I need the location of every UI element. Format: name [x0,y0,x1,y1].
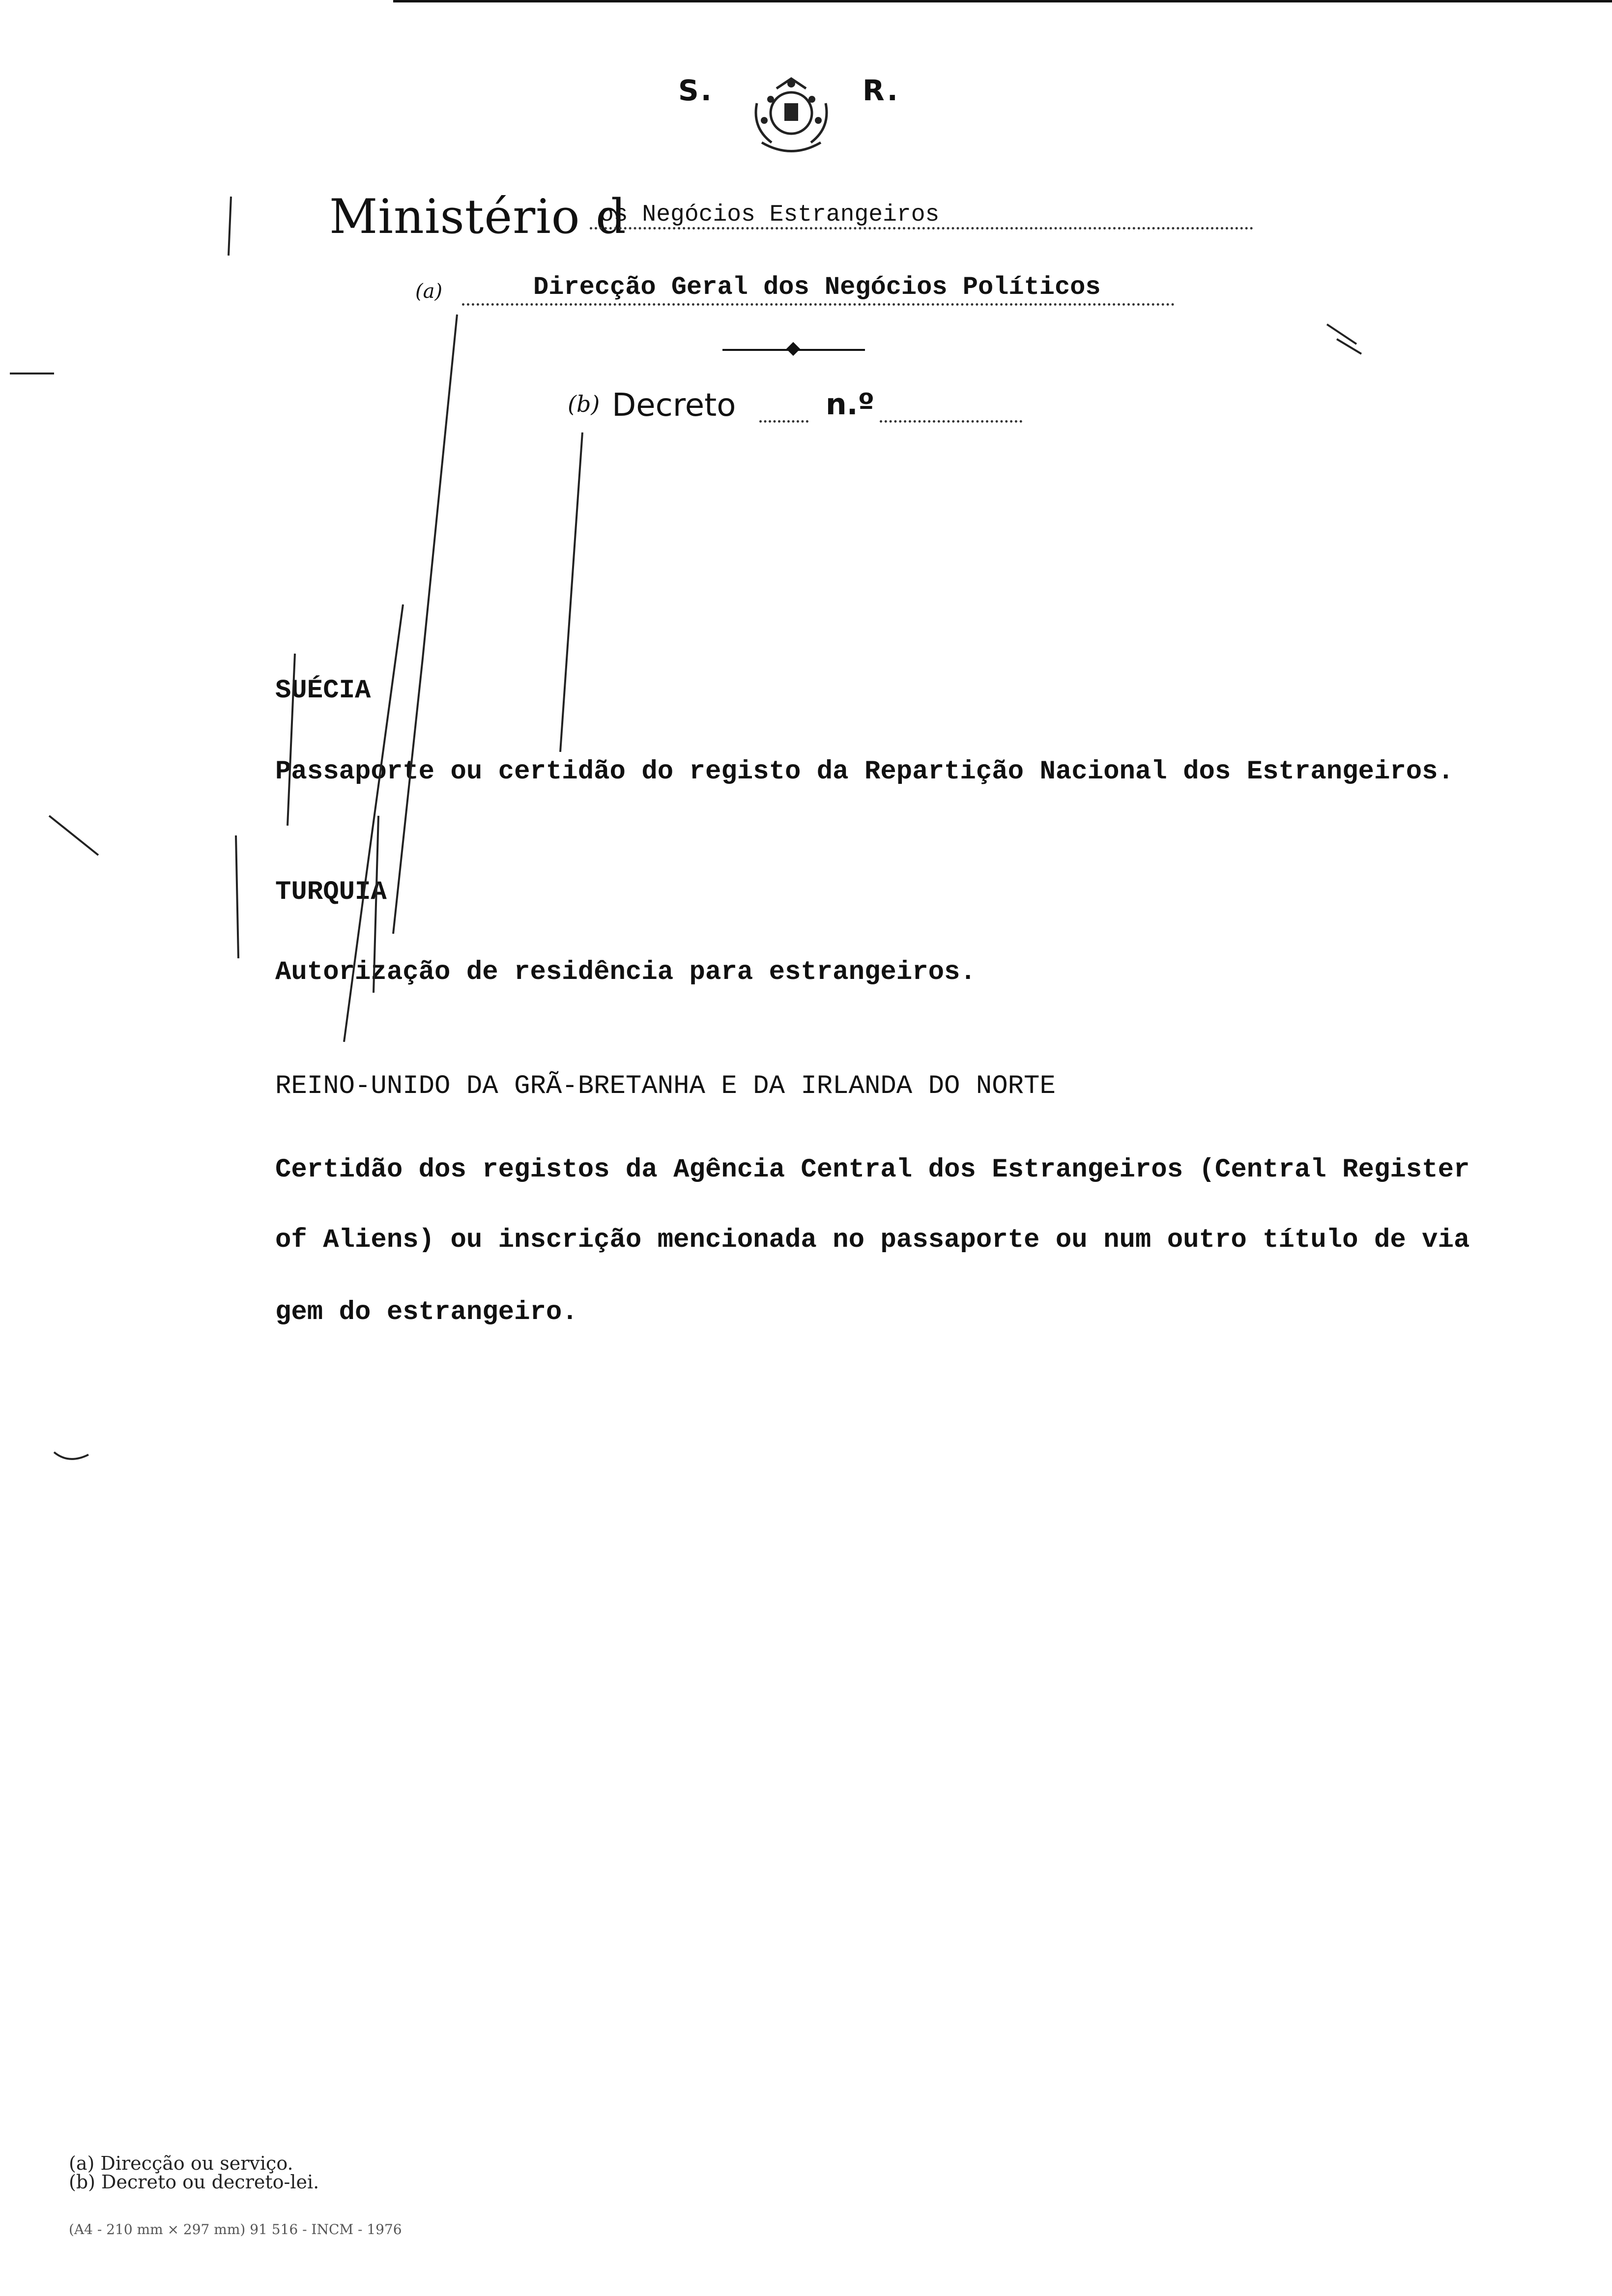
ministry-typed-value: os Negócios Estrangeiros [600,201,940,228]
decree-label: (b) [568,391,600,417]
direction-label: (a) [415,280,443,303]
uk-heading: REINO-UNIDO DA GRÃ-BRETANHA E DA IRLANDA DO NORTE [275,1071,1056,1101]
print-info: (A4 - 210 mm × 297 mm) 91 516 - INCM - 1976 [69,2221,402,2238]
footnote-a: (a) Direcção ou serviço. [69,2152,293,2174]
decree-word: Decreto [612,387,736,424]
turkey-text: Autorização de residência para estrangeiros. [275,957,976,987]
turkey-heading: TURQUIA [275,877,387,907]
header-right-letter: R. [863,74,900,107]
uk-text-line-1: Certidão dos registos da Agência Central dos Estrangeiros (Central Register [275,1155,1470,1185]
uk-text-line-2: of Aliens) ou inscrição mencionada no passaporte ou num outro título de via [275,1225,1470,1255]
header-left-letter: S. [678,74,714,107]
sweden-heading: SUÉCIA [275,676,371,706]
ministry-printed-label: Ministério d [329,189,627,244]
sweden-text: Passaporte ou certidão do registo da Repartição Nacional dos Estrangeiros. [275,757,1454,787]
footnote-b: (b) Decreto ou decreto-lei. [69,2171,319,2193]
direction-typed-value: Direcção Geral dos Negócios Políticos [533,273,1101,302]
decree-number-label: n.º [826,387,875,422]
uk-text-line-3: gem do estrangeiro. [275,1297,578,1327]
